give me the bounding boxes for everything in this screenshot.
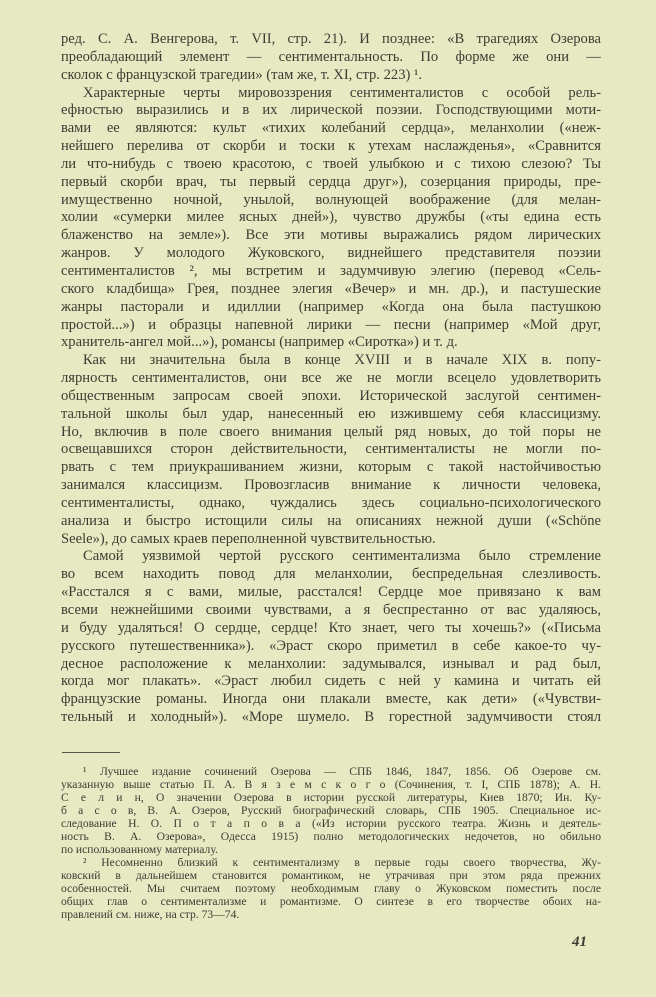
footnote-line: ² Несомненно близкий к сентиментализму в первые годы своего творчества, Жу- (83, 856, 601, 869)
text-paragraph (61, 31, 601, 85)
text-line: занимался классицизм. Провозгласив внимание к личности человека, (61, 477, 601, 494)
text-line: первый скорби врач, ты первый сердца друг»), созерцания природы, пре- (61, 173, 601, 190)
text-line: ского кладбища» Грея, позднее элегия «Вечер» и мн. др.), и пастушеские (61, 280, 601, 297)
text-line: французские романы. Иногда они плакали вместе, как дети» («Чувстви- (61, 691, 601, 708)
text-line: лярность сентименталистов, они все же не могли всецело удовлетворить (61, 370, 601, 387)
text-line: имущественно ночной, унылой, волнующей воображение (для мелан- (61, 191, 601, 208)
text-line: когда мог плакать». «Эраст любил сидеть с ней у камина и читать ей (61, 673, 601, 690)
text-line: простой...») и образцы напевной лирики — песни (например «Мой друг, (61, 316, 601, 333)
text-line: хранитель-ангел мой...»), романсы (например «Сиротка») и т. д. (61, 334, 458, 351)
footnote-paragraph (61, 765, 601, 856)
footnote-line: правлений см. ниже, на стр. 73—74. (61, 908, 240, 921)
text-line: Самой уязвимой чертой русского сентиментализма было стремление (83, 548, 601, 565)
text-line: ефностью выразились и в их лирической поэзии. Господствующими моти- (61, 102, 601, 119)
text-line: сколок с французской трагедии» (там же, т. XI, стр. 223) ¹. (61, 66, 423, 83)
text-line: «Расстался я с вами, милые, расстался! Сердце мое привязано к вам (61, 584, 601, 601)
text-line: тальной школы был удар, нанесенный ею изжившему себя классицизму. (61, 405, 601, 422)
text-line: сентименталистов ², мы встретим и задумчивую элегию (перевод «Сель- (61, 262, 601, 279)
text-line: преобладающий элемент — сентиментальность. По форме же они — (61, 48, 601, 65)
text-line: и буду удаляться! О сердце, сердце! Кто знает, чего ты хочешь?» («Письма (61, 619, 601, 636)
text-line: ред. С. А. Венгерова, т. VII, стр. 21). И позднее: «В трагедиях Озерова (61, 31, 601, 47)
footnote-line: следование Н. О. П о т а п о в а («Из истории русского театра. Жизнь и деятель- (61, 817, 601, 830)
text-line: Но, включив в поле своего внимания целый ряд новых, до той поры не (61, 423, 601, 440)
footnotes (61, 765, 601, 921)
text-paragraph (61, 548, 601, 726)
footnote-paragraph (61, 856, 601, 921)
footnote-line: С е л и н, О значении Озерова в истории русской литературы, Киев 1870; Ин. Ку- (61, 791, 601, 804)
footnote-divider (62, 752, 120, 753)
footnote-line: указанную выше статью П. А. В я з е м с к о г о (Сочинения, т. I, СПБ 1878); А. Н. (61, 778, 601, 791)
text-line: рвать с тем приукрашиванием жизни, которым с такой настойчивостью (61, 459, 601, 476)
text-line: общественным запросам своей эпохи. Исторической заслугой сентимен- (61, 387, 601, 404)
footnote-line: общих глав о сентиментализме и романтизме. О синтезе в его творчестве обоих на- (61, 895, 601, 908)
footnote-line: б а с о в, В. А. Озеров, Русский биографический словарь, СПБ 1905. Специальное ис- (61, 804, 601, 817)
text-line: ли что-нибудь с твоею красотою, с твоей улыбкою и с тихою слезою? Ты (61, 155, 601, 172)
text-line: нейшего перелива от скорби и тоски к утехам наслажденья», «Сравнится (61, 138, 601, 155)
text-line: Seele»), до самых краев переполненной чувствительностью. (61, 530, 436, 547)
text-paragraph (61, 352, 601, 548)
text-line: анализа и быстро истощили силы на описаниях нежной души («Schöne (61, 512, 601, 529)
footnote-line: по использованному материалу. (61, 843, 218, 856)
text-paragraph (61, 85, 601, 353)
footnote-line: ковский в дальнейшем становится романтиком, не утрачивая при этом ряда прежних (61, 869, 601, 882)
text-line: десное расположение к меланхолии: задумывался, изнывал и рад был, (61, 655, 601, 672)
main-text (61, 31, 601, 727)
text-line: всеми нежнейшими своими чувствами, а я беспрестанно от вас удаляюсь, (61, 602, 601, 618)
text-line: русского путешественника»). «Эраст скоро приметил в себе какое-то чу- (61, 637, 601, 654)
text-line: жанры пасторали и идиллии (например «Когда она была пастушкою (61, 298, 601, 315)
page-number: 41 (572, 934, 587, 950)
text-line: тельный и холодный»). «Море шумело. В горестной задумчивости стоял (61, 709, 601, 726)
footnote-line: особенностей. Мы считаем поэтому необходимым главу о Жуковском поместить после (61, 882, 601, 895)
text-line: освещавшихся сторон действительности, сентименталисты не могли по- (61, 441, 601, 458)
text-line: Как ни значительна была в конце XVIII и в начале XIX в. попу- (83, 352, 601, 369)
footnote-line: ¹ Лучшее издание сочинений Озерова — СПБ 1846, 1847, 1856. Об Озерове см. (83, 765, 601, 778)
text-line: жанров. У молодого Жуковского, виднейшего представителя поэзии (61, 245, 601, 262)
text-line: вами ее являются: культ «тихих колебаний сердца», меланхолии («неж- (61, 120, 601, 137)
text-line: блаженство на земле»). Все эти мотивы выражались рядом лирических (61, 227, 601, 244)
footnote-line: ность В. А. Озерова», Одесса 1915) полно методологических недочетов, но обильно (61, 830, 601, 843)
text-line: во всем находить повод для меланхолии, беспредельная слезливость. (61, 566, 601, 583)
text-line: холии «сумерки милее ясных дней»), чувство дружбы («ты едина есть (61, 209, 601, 226)
text-line: сентименталисты, однако, чуждались здесь социально-психологического (61, 494, 601, 511)
text-line: Характерные черты мировоззрения сентименталистов с особой рель- (83, 84, 601, 101)
